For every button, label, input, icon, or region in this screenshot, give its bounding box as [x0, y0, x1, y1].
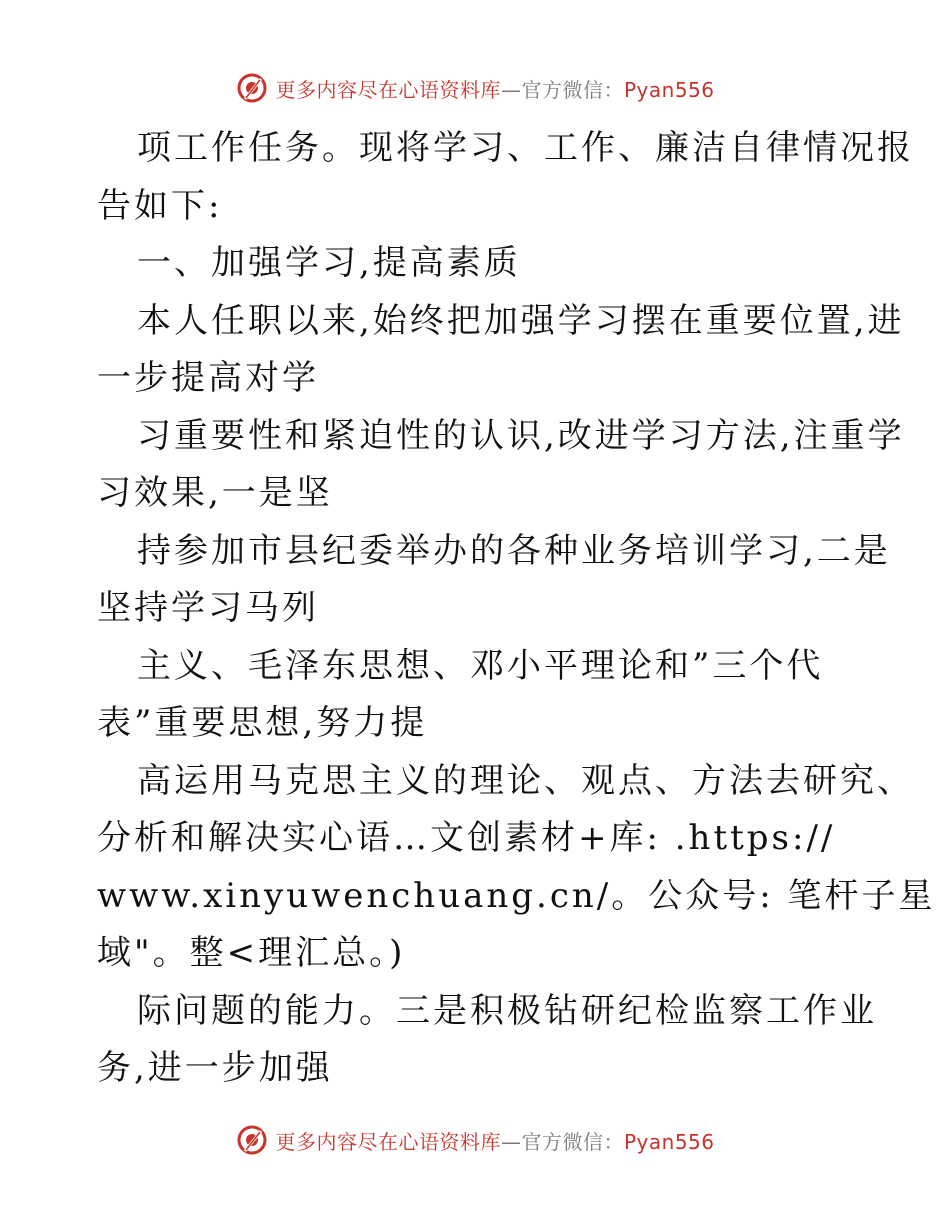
text-line: 分析和解决实心语…文创素材+库: .https:// [97, 818, 836, 858]
logo-icon [235, 1123, 269, 1157]
text-line: www.xinyuwenchuang.cn/。公众号: 笔杆子星 [97, 875, 936, 916]
text-line: 习重要性和紧迫性的认识,改进学习方法,注重学 [137, 415, 905, 456]
watermark-wechat-id: Pyan556 [623, 77, 715, 102]
text-line: 一步提高对学 [97, 358, 319, 398]
watermark-text [275, 1126, 714, 1155]
text-line: 表”重要思想,努力提 [97, 703, 428, 743]
watermark-dash: — [500, 77, 522, 102]
logo-icon [235, 71, 269, 105]
watermark-wechat-label: 官方微信： [521, 1129, 624, 1154]
watermark-text [275, 74, 714, 103]
watermark-content [235, 71, 714, 105]
section-heading: 一、加强学习,提高素质 [137, 243, 521, 283]
watermark-content [235, 1123, 714, 1157]
watermark-wechat-id: Pyan556 [623, 1129, 715, 1154]
header-watermark [0, 68, 950, 108]
text-line: 习效果,一是坚 [97, 473, 333, 513]
watermark-brand: 更多内容尽在心语资料库 [275, 1129, 501, 1154]
text-line: 坚持学习马列 [97, 588, 319, 628]
text-line: 际问题的能力。三是积极钻研纪检监察工作业 [137, 990, 877, 1031]
text-line: 本人任职以来,始终把加强学习摆在重要位置,进 [137, 300, 905, 341]
text-line: 域"。整<理汇总。) [97, 933, 406, 973]
text-line: 主义、毛泽东思想、邓小平理论和”三个代 [137, 645, 824, 686]
text-line: 高运用马克思主义的理论、观点、方法去研究、 [137, 760, 914, 801]
document-body [97, 120, 936, 1098]
text-line: 持参加市县纪委举办的各种业务培训学习,二是 [137, 530, 891, 571]
footer-watermark [0, 1120, 950, 1160]
text-line: 项工作任务。现将学习、工作、廉洁自律情况报 [137, 128, 914, 168]
text-line: 务,进一步加强 [97, 1048, 333, 1088]
watermark-wechat-label: 官方微信： [521, 77, 624, 102]
text-line: 告如下: [97, 185, 223, 226]
watermark-dash: — [500, 1129, 522, 1154]
watermark-brand: 更多内容尽在心语资料库 [275, 77, 501, 102]
